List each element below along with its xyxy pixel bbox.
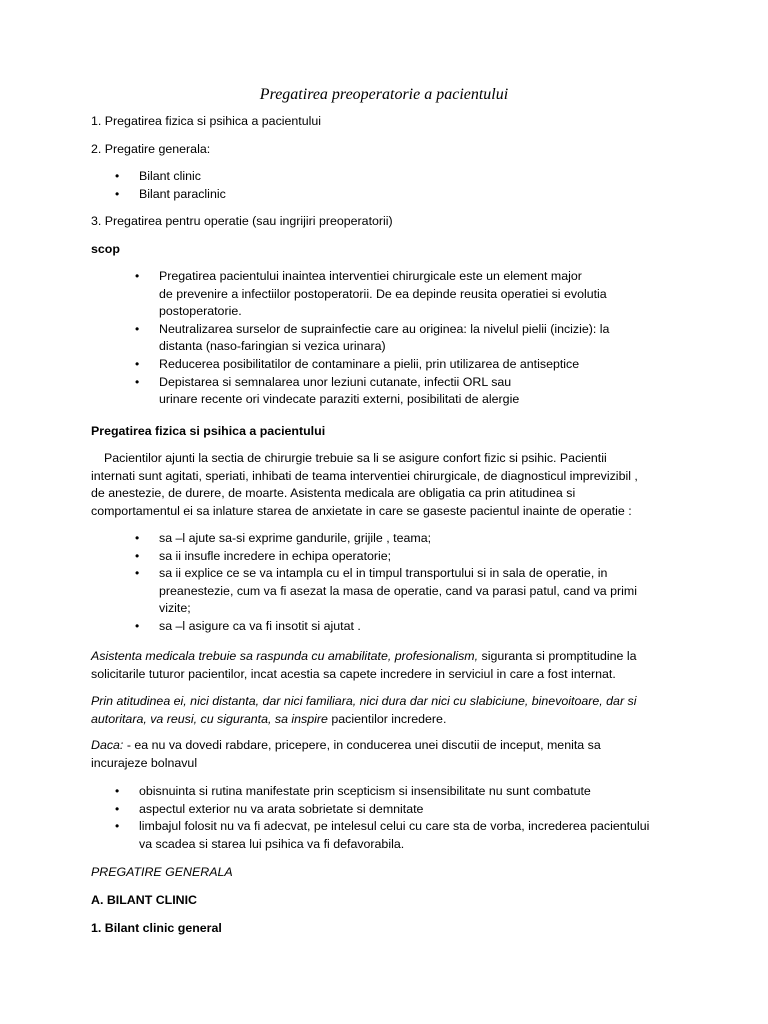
document-title: Pregatirea preoperatorie a pacientului — [259, 86, 509, 103]
bullet-icon: • — [115, 169, 120, 183]
list-item: • Reducerea posibilitatilor de contaminare a pielii, prin utilizarea de antiseptice — [135, 356, 695, 374]
bullet-icon: • — [115, 819, 120, 834]
assistant-duties-list — [135, 530, 695, 636]
list-item: • limbajul folosit nu va fi adecvat, pe intelesul celui cu care sta de vorba, increderea pacientului va scadea si starea lui psihica va fi defavorabila. — [115, 819, 650, 851]
section-heading-3: 3. Pregatirea pentru operatie (sau ingrijiri preoperatorii) — [91, 214, 393, 228]
section-heading-1: 1. Pregatirea fizica si psihica a pacientului — [91, 114, 322, 128]
list-item: • Bilant clinic — [115, 168, 675, 186]
bullet-icon: • — [135, 531, 140, 545]
bilant-clinic-heading: A. BILANT CLINIC — [91, 893, 197, 907]
list-item: • obisnuinta si rutina manifestate prin scepticism si insensibilitate nu sunt combatute — [115, 783, 715, 801]
scop-list — [135, 268, 695, 409]
amabilitate-paragraph: Asistenta medicala trebuie sa raspunda cu amabilitate, profesionalism, siguranta si promptitudine la solicitarile tuturor pacientilor, incat acestia sa capete incredere in serviciul in care a fost internat. — [91, 649, 637, 681]
bullet-icon: • — [135, 618, 140, 633]
list-item: • aspectul exterior nu va arata sobrietate si demnitate — [115, 801, 715, 819]
daca-paragraph: Daca: - ea nu va dovedi rabdare, pricepere, in conducerea unei discutii de inceput, menita sa incurajeze bolnavul — [91, 738, 601, 770]
scop-label: scop — [91, 242, 120, 256]
bullet-icon: • — [115, 801, 120, 816]
pregatire-generala-heading: PREGATIRE GENERALA — [91, 865, 233, 879]
bullet-icon: • — [135, 548, 140, 563]
bullet-icon: • — [115, 186, 120, 201]
bullet-icon: • — [135, 566, 140, 581]
bullet-icon: • — [135, 321, 140, 336]
bullet-icon: • — [115, 784, 120, 798]
list-item: • sa –l ajute sa-si exprime gandurile, grijile , teama; — [135, 530, 695, 548]
list-item: • Neutralizarea surselor de suprainfectie care au originea: la nivelul pielii (incizie): la distanta (naso-faringian si vezica urinara) — [135, 321, 610, 354]
intro-paragraph: Pacientilor ajunti la sectia de chirurgie trebuie sa li se asigure confort fizic si psihic. Pacientii internati sunt agitati, speriati, inhibati de teama interventiei chirurgicale, de diagnosticul imprevizibil , de anestezie, de durere, de moarte. Asistenta medicala are obligatia ca prin atitudinea si comportamentul ei sa inlature starea de anxietate in care se gaseste pacientul inainte de operatie : — [91, 451, 638, 518]
list-item: • Bilant paraclinic — [115, 186, 675, 204]
section-heading-2: 2. Pregatire generala: — [91, 142, 211, 156]
list-item: • sa ii explice ce se va intampla cu el in timpul transportului si in sala de operatie, in preanestezie, cum va fi asezat la masa de operatie, cand va parasi patul, cand va primi vizite; — [135, 566, 637, 616]
bullet-icon: • — [135, 374, 140, 389]
atitudine-paragraph: Prin atitudinea ei, nici distanta, dar nici familiara, nici dura dar nici cu slabiciune, binevoitoare, dar si autoritara, va reusi, cu siguranta, sa inspire pacientilor incredere. — [91, 694, 637, 726]
list-item: • sa ii insufle incredere in echipa operatorie; — [135, 548, 695, 566]
bullet-icon: • — [135, 356, 140, 371]
list-item: • sa –l asigure ca va fi insotit si ajutat . — [135, 618, 695, 636]
bullet-icon: • — [135, 269, 140, 283]
heading-fizica-psihica: Pregatirea fizica si psihica a pacientului — [91, 424, 326, 438]
daca-consequences-list — [115, 783, 715, 853]
general-prep-list — [115, 168, 675, 203]
list-item: • Pregatirea pacientului inaintea interventiei chirurgicale este un element major de prevenire a infectiilor postoperatorii. De ea depinde reusita operatiei si evolutia postoperatorie. — [135, 269, 607, 319]
list-item: • Depistarea si semnalarea unor leziuni cutanate, infectii ORL sau urinare recente ori vindecate paraziti externi, posibilitati de alergie — [135, 374, 520, 407]
bilant-clinic-general-heading: 1. Bilant clinic general — [91, 921, 222, 935]
